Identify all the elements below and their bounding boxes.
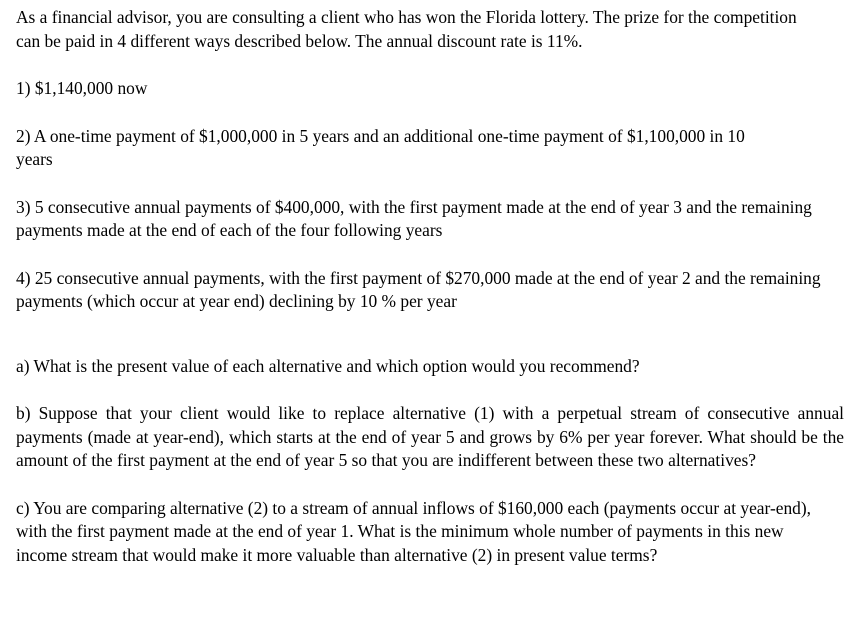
option-3: 3) 5 consecutive annual payments of $400,000, with the first payment made at the end of year 3 and the remaining payments made at the end of each of the four following years <box>16 196 812 240</box>
question-a: a) What is the present value of each alternative and which option would you recommend? <box>16 355 640 376</box>
question-b: b) Suppose that your client would like to replace alternative (1) with a perpetual stream of consecutive annual payments (made at year-end), which starts at the end of year 5 and grows by 6% per year forever. What should be the amount of the first payment at the end of year 5 so that you are indifferent between these two alternatives? <box>16 403 844 470</box>
option-1: 1) $1,140,000 now <box>16 78 148 98</box>
option-4: 4) 25 consecutive annual payments, with the first payment of $270,000 made at the end of year 2 and the remaining payments (which occur at year end) declining by 10 % per year <box>16 267 821 311</box>
intro-paragraph: As a financial advisor, you are consulting a client who has won the Florida lottery. The prize for the competition can be paid in 4 different ways described below. The annual discount rate is 11%. <box>16 7 797 51</box>
question-c: c) You are comparing alternative (2) to a stream of annual inflows of $160,000 each (payments occur at year-end), with the first payment made at the end of year 1. What is the minimum whole number of payments in this new income stream that would make it more valuable than alternative (2) in present value terms? <box>16 497 811 565</box>
option-2: 2) A one-time payment of $1,000,000 in 5 years and an additional one-time payment of $1,100,000 in 10 years <box>16 125 745 169</box>
